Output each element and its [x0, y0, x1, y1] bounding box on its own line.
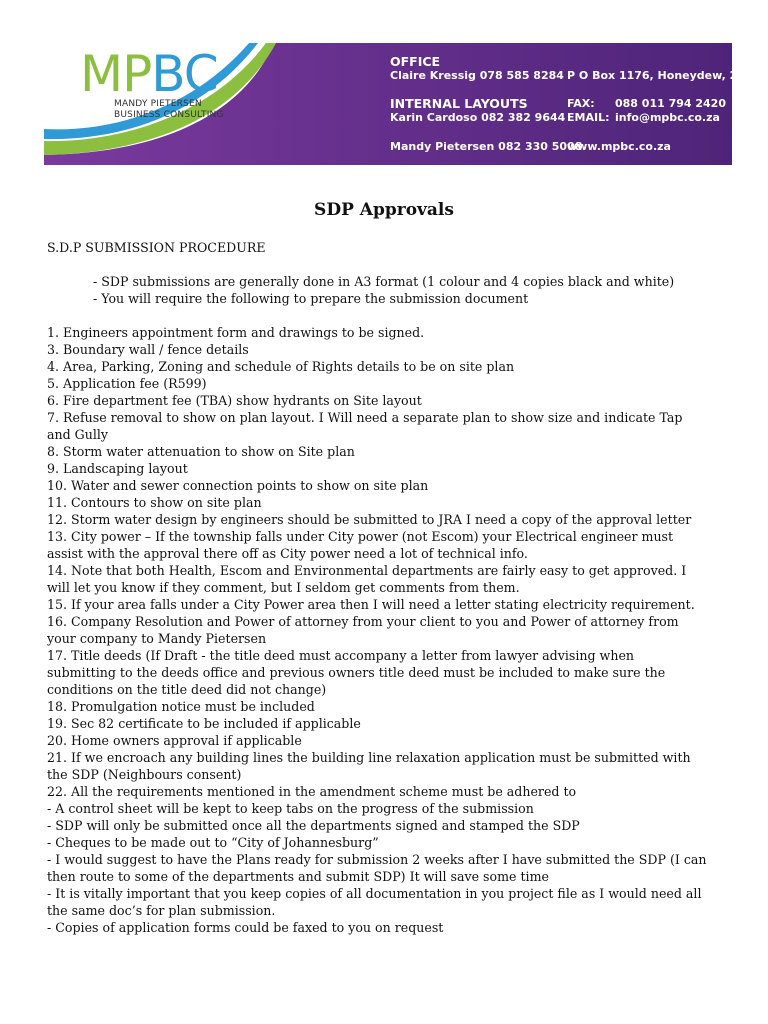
requirement-line: 1. Engineers appointment form and drawings to be signed.: [47, 325, 425, 340]
document-title: SDP Approvals: [314, 200, 454, 220]
logo-sub-line: BUSINESS CONSULTING: [114, 110, 224, 120]
requirement-line: the SDP (Neighbours consent): [47, 767, 242, 782]
requirements-list: [47, 324, 727, 936]
requirement-line: then route to some of the departments and submit SDP) It will save some time: [47, 869, 549, 884]
requirement-line: 17. Title deeds (If Draft - the title deed must accompany a letter from lawyer advising when: [47, 648, 635, 663]
requirement-line: 7. Refuse removal to show on plan layout. I Will need a separate plan to show size and indicate Tap: [47, 410, 683, 425]
requirement-line: conditions on the title deed did not change): [47, 682, 327, 697]
letterhead-banner: [44, 43, 761, 165]
requirement-line: will let you know if they comment, but I seldom get comments from them.: [47, 580, 520, 595]
company-logo: MPBC: [80, 45, 218, 103]
requirement-line: submitting to the deeds office and previous owners title deed must be included to make sure the: [47, 665, 666, 680]
company-logo-subtitle: [114, 99, 224, 121]
requirement-line: and Gully: [47, 427, 109, 442]
requirement-line: 5. Application fee (R599): [47, 376, 207, 391]
intro-bullets: [93, 273, 674, 307]
requirement-line: 9. Landscaping layout: [47, 461, 188, 476]
logo-sub-line: MANDY PIETERSEN: [114, 99, 202, 109]
requirement-line: 21. If we encroach any building lines the building line relaxation application must be submitted with: [47, 750, 691, 765]
requirement-line: 13. City power – If the township falls under City power (not Escom) your Electrical engineer must: [47, 529, 674, 544]
requirement-line: 10. Water and sewer connection points to show on site plan: [47, 478, 429, 493]
requirement-line: assist with the approval there off as City power need a lot of technical info.: [47, 546, 528, 561]
fax-label: FAX:: [567, 97, 595, 110]
requirement-line: - It is vitally important that you keep copies of all documentation in you project file as I would need all: [47, 886, 702, 901]
section-heading: S.D.P SUBMISSION PROCEDURE: [47, 240, 266, 255]
requirement-line: 18. Promulgation notice must be included: [47, 699, 315, 714]
requirement-line: - Cheques to be made out to “City of Johannesburg”: [47, 835, 379, 850]
requirement-line: 20. Home owners approval if applicable: [47, 733, 302, 748]
requirement-line: 22. All the requirements mentioned in the amendment scheme must be adhered to: [47, 784, 577, 799]
requirement-line: 12. Storm water design by engineers should be submitted to JRA I need a copy of the approval letter: [47, 512, 692, 527]
internal-layouts-heading: INTERNAL LAYOUTS: [390, 96, 528, 111]
requirement-line: - A control sheet will be kept to keep tabs on the progress of the submission: [47, 801, 534, 816]
website-link[interactable]: www.mpbc.co.za: [567, 140, 671, 153]
requirement-line: the same doc’s for plan submission.: [47, 903, 276, 918]
requirement-line: 3. Boundary wall / fence details: [47, 342, 249, 357]
requirement-line: 15. If your area falls under a City Power area then I will need a letter stating electricity requirement.: [47, 597, 695, 612]
requirement-line: 4. Area, Parking, Zoning and schedule of Rights details to be on site plan: [47, 359, 515, 374]
requirement-line: 8. Storm water attenuation to show on Site plan: [47, 444, 355, 459]
requirement-line: 6. Fire department fee (TBA) show hydrants on Site layout: [47, 393, 422, 408]
intro-bullet: - You will require the following to prepare the submission document: [93, 291, 529, 306]
requirement-line: 11. Contours to show on site plan: [47, 495, 262, 510]
requirement-line: 19. Sec 82 certificate to be included if applicable: [47, 716, 361, 731]
email-address[interactable]: info@mpbc.co.za: [615, 111, 720, 124]
requirement-line: - I would suggest to have the Plans ready for submission 2 weeks after I have submitted the SDP (I can: [47, 852, 707, 867]
requirement-line: 16. Company Resolution and Power of attorney from your client to you and Power of attorney from: [47, 614, 679, 629]
internal-layouts-contact: Karin Cardoso 082 382 9644: [390, 111, 566, 124]
requirement-line: your company to Mandy Pietersen: [47, 631, 267, 646]
requirement-line: - SDP will only be submitted once all the departments signed and stamped the SDP: [47, 818, 580, 833]
requirement-line: 14. Note that both Health, Escom and Environmental departments are fairly easy to get approved. I: [47, 563, 687, 578]
office-contact: Claire Kressig 078 585 8284: [390, 69, 564, 82]
owner-contact: Mandy Pietersen 082 330 5008: [390, 140, 583, 153]
intro-bullet: - SDP submissions are generally done in A3 format (1 colour and 4 copies black and white): [93, 274, 675, 289]
office-heading: OFFICE: [390, 54, 441, 69]
requirement-line: - Copies of application forms could be faxed to you on request: [47, 920, 444, 935]
fax-number: 088 011 794 2420: [615, 97, 726, 110]
po-box-address: P O Box 1176, Honeydew, 2040: [567, 69, 761, 82]
email-label: EMAIL:: [567, 111, 610, 124]
